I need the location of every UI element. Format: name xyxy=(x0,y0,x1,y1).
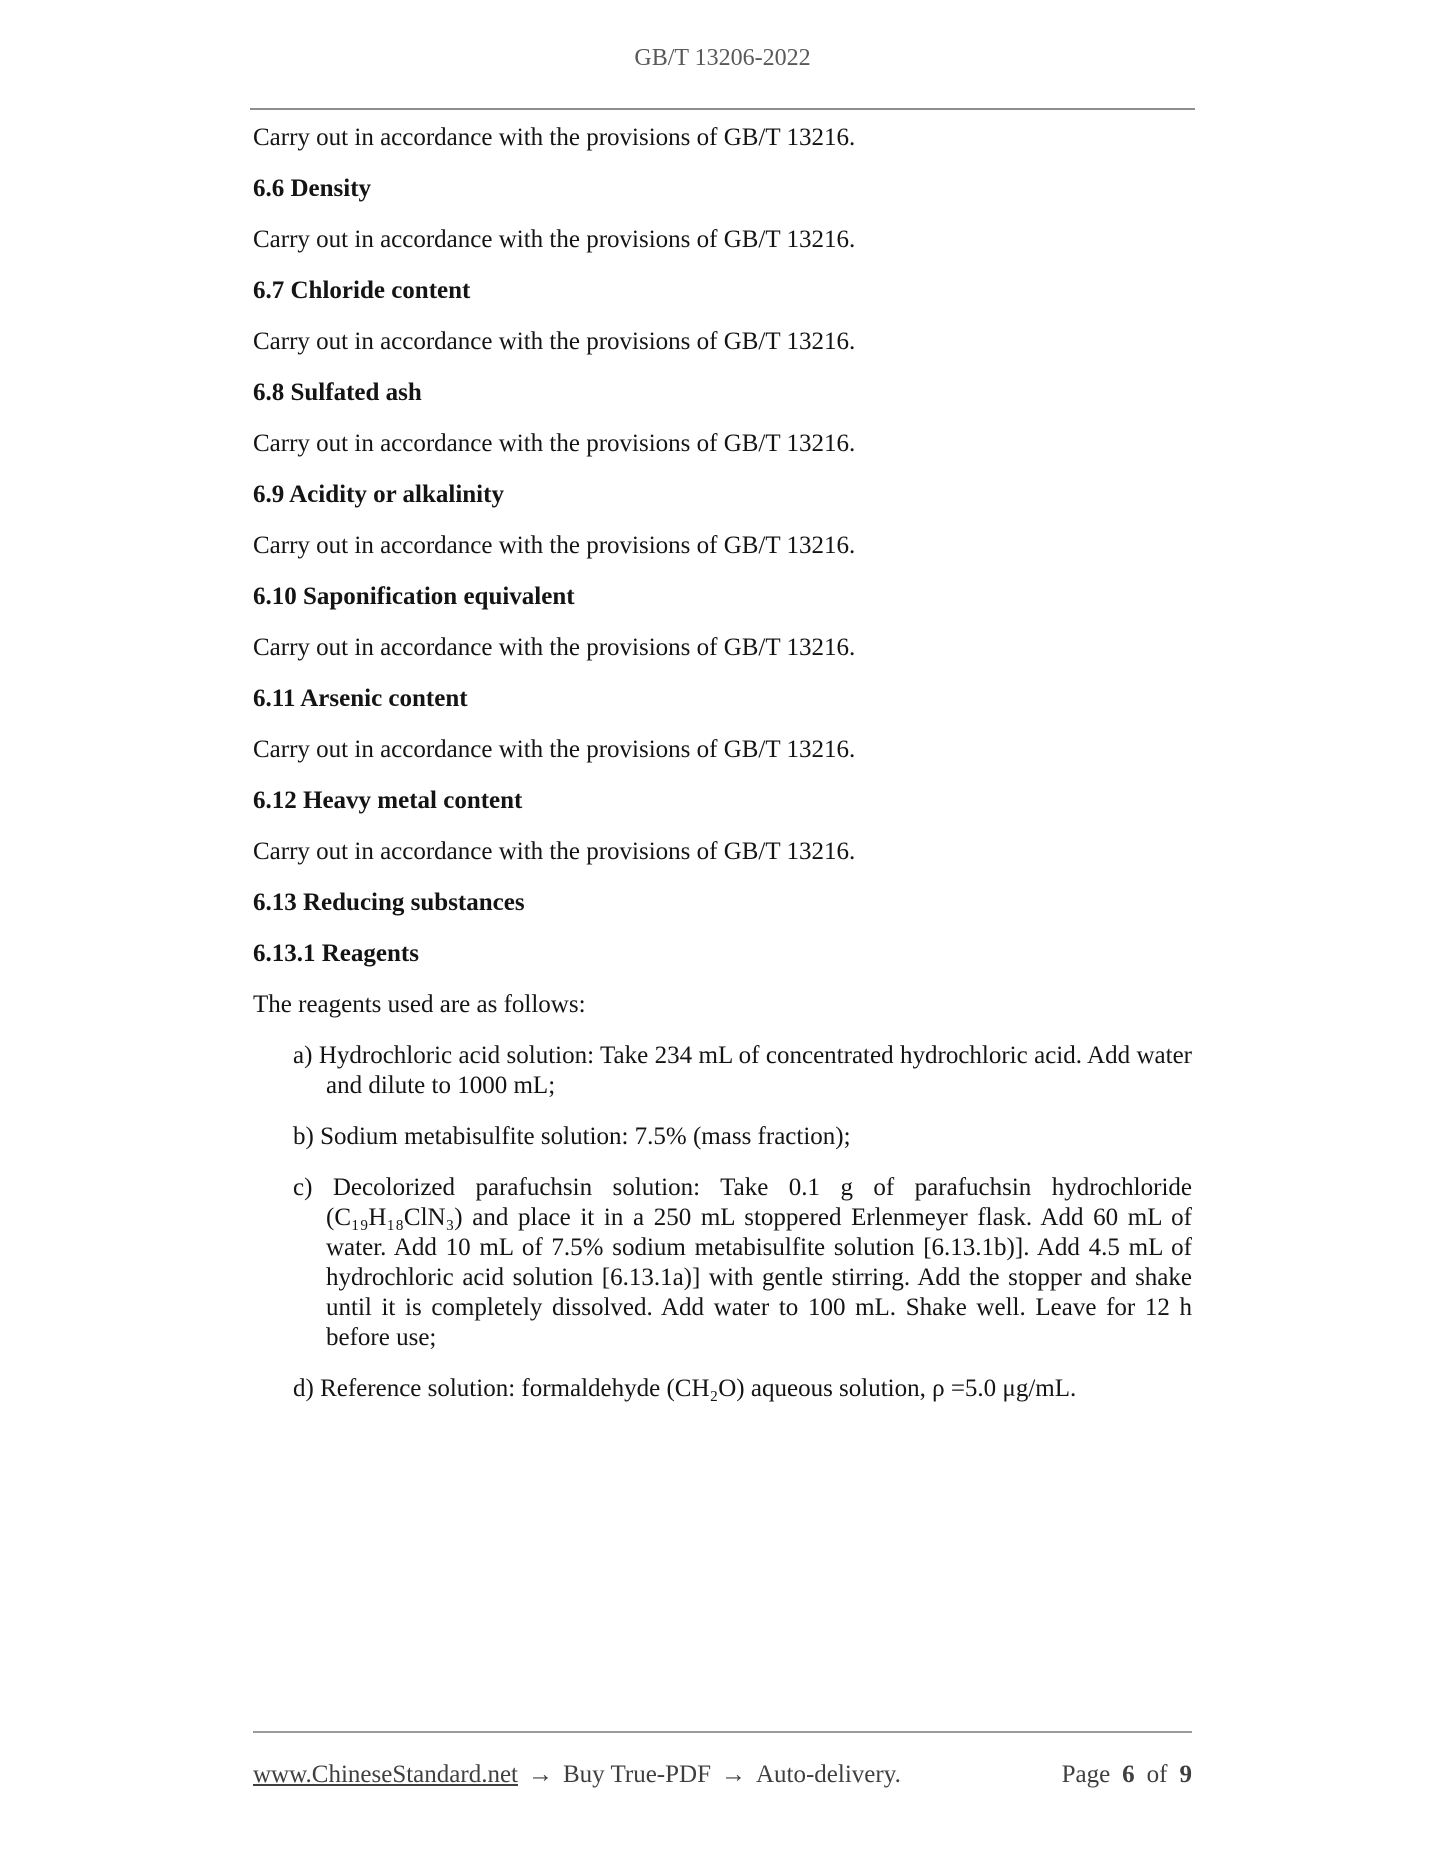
page-title: GB/T 13206-2022 xyxy=(634,45,811,71)
header-divider xyxy=(250,108,1195,110)
list-item: a) Hydrochloric acid solution: Take 234 mL of concentrated hydrochloric acid. Add water and dilute to 1000 mL; xyxy=(293,1042,1192,1099)
page-of-label: of xyxy=(1146,1761,1168,1788)
footer-action: Auto-delivery. xyxy=(755,1761,901,1788)
section-heading: 6.9 Acidity or alkalinity xyxy=(253,481,504,508)
footer-promo xyxy=(253,1761,901,1789)
section-heading: 6.12 Heavy metal content xyxy=(253,787,523,814)
page-current: 6 xyxy=(1122,1761,1135,1788)
paragraph: Carry out in accordance with the provisions of GB/T 13216. xyxy=(253,430,856,457)
arrow-icon: → xyxy=(720,1761,746,1788)
paragraph: Carry out in accordance with the provisions of GB/T 13216. xyxy=(253,634,856,661)
paragraph: Carry out in accordance with the provisions of GB/T 13216. xyxy=(253,838,856,865)
website-link[interactable]: www.ChineseStandard.net xyxy=(253,1761,518,1788)
section-heading: 6.7 Chloride content xyxy=(253,277,471,304)
list-item: d) Reference solution: formaldehyde (CH₂O) aqueous solution, ρ =5.0 μg/mL. xyxy=(293,1375,1077,1402)
section-heading: 6.13.1 Reagents xyxy=(253,940,419,967)
paragraph: Carry out in accordance with the provisions of GB/T 13216. xyxy=(253,226,856,253)
page-footer xyxy=(253,1731,1192,1789)
page-total: 9 xyxy=(1179,1761,1192,1788)
section-heading: 6.6 Density xyxy=(253,175,372,202)
list-item: c) Decolorized parafuchsin solution: Take 0.1 g of parafuchsin hydrochloride (C₁₉H₁₈ClN₃) and place it in a 250 mL stoppered Erlenmeyer flask. Add 60 mL of water. Add 10 mL of 7.5% sodium metabisulfite solution [6.13.1b)]. Add 4.5 mL of hydrochloric acid solution [6.13.1a)] with gentle stirring. Add the stopper and shake until it is completely dissolved. Add water to 100 mL. Shake well. Leave for 12 h before use; xyxy=(293,1174,1192,1351)
page-body xyxy=(253,123,1192,1404)
paragraph: Carry out in accordance with the provisions of GB/T 13216. xyxy=(253,532,856,559)
section-heading: 6.10 Saponification equivalent xyxy=(253,583,575,610)
section-heading: 6.8 Sulfated ash xyxy=(253,379,422,406)
paragraph: Carry out in accordance with the provisions of GB/T 13216. xyxy=(253,328,856,355)
list-item: b) Sodium metabisulfite solution: 7.5% (mass fraction); xyxy=(293,1123,851,1150)
page-indicator xyxy=(1062,1761,1192,1789)
arrow-icon: → xyxy=(528,1761,553,1788)
section-heading: 6.13 Reducing substances xyxy=(253,889,525,916)
paragraph: The reagents used are as follows: xyxy=(253,991,586,1018)
paragraph: Carry out in accordance with the provisions of GB/T 13216. xyxy=(253,124,856,151)
section-heading: 6.11 Arsenic content xyxy=(253,685,468,712)
page-label: Page xyxy=(1061,1761,1111,1788)
footer-action: Buy True-PDF xyxy=(563,1761,711,1788)
footer-divider xyxy=(253,1731,1192,1733)
paragraph: Carry out in accordance with the provisions of GB/T 13216. xyxy=(253,736,856,763)
